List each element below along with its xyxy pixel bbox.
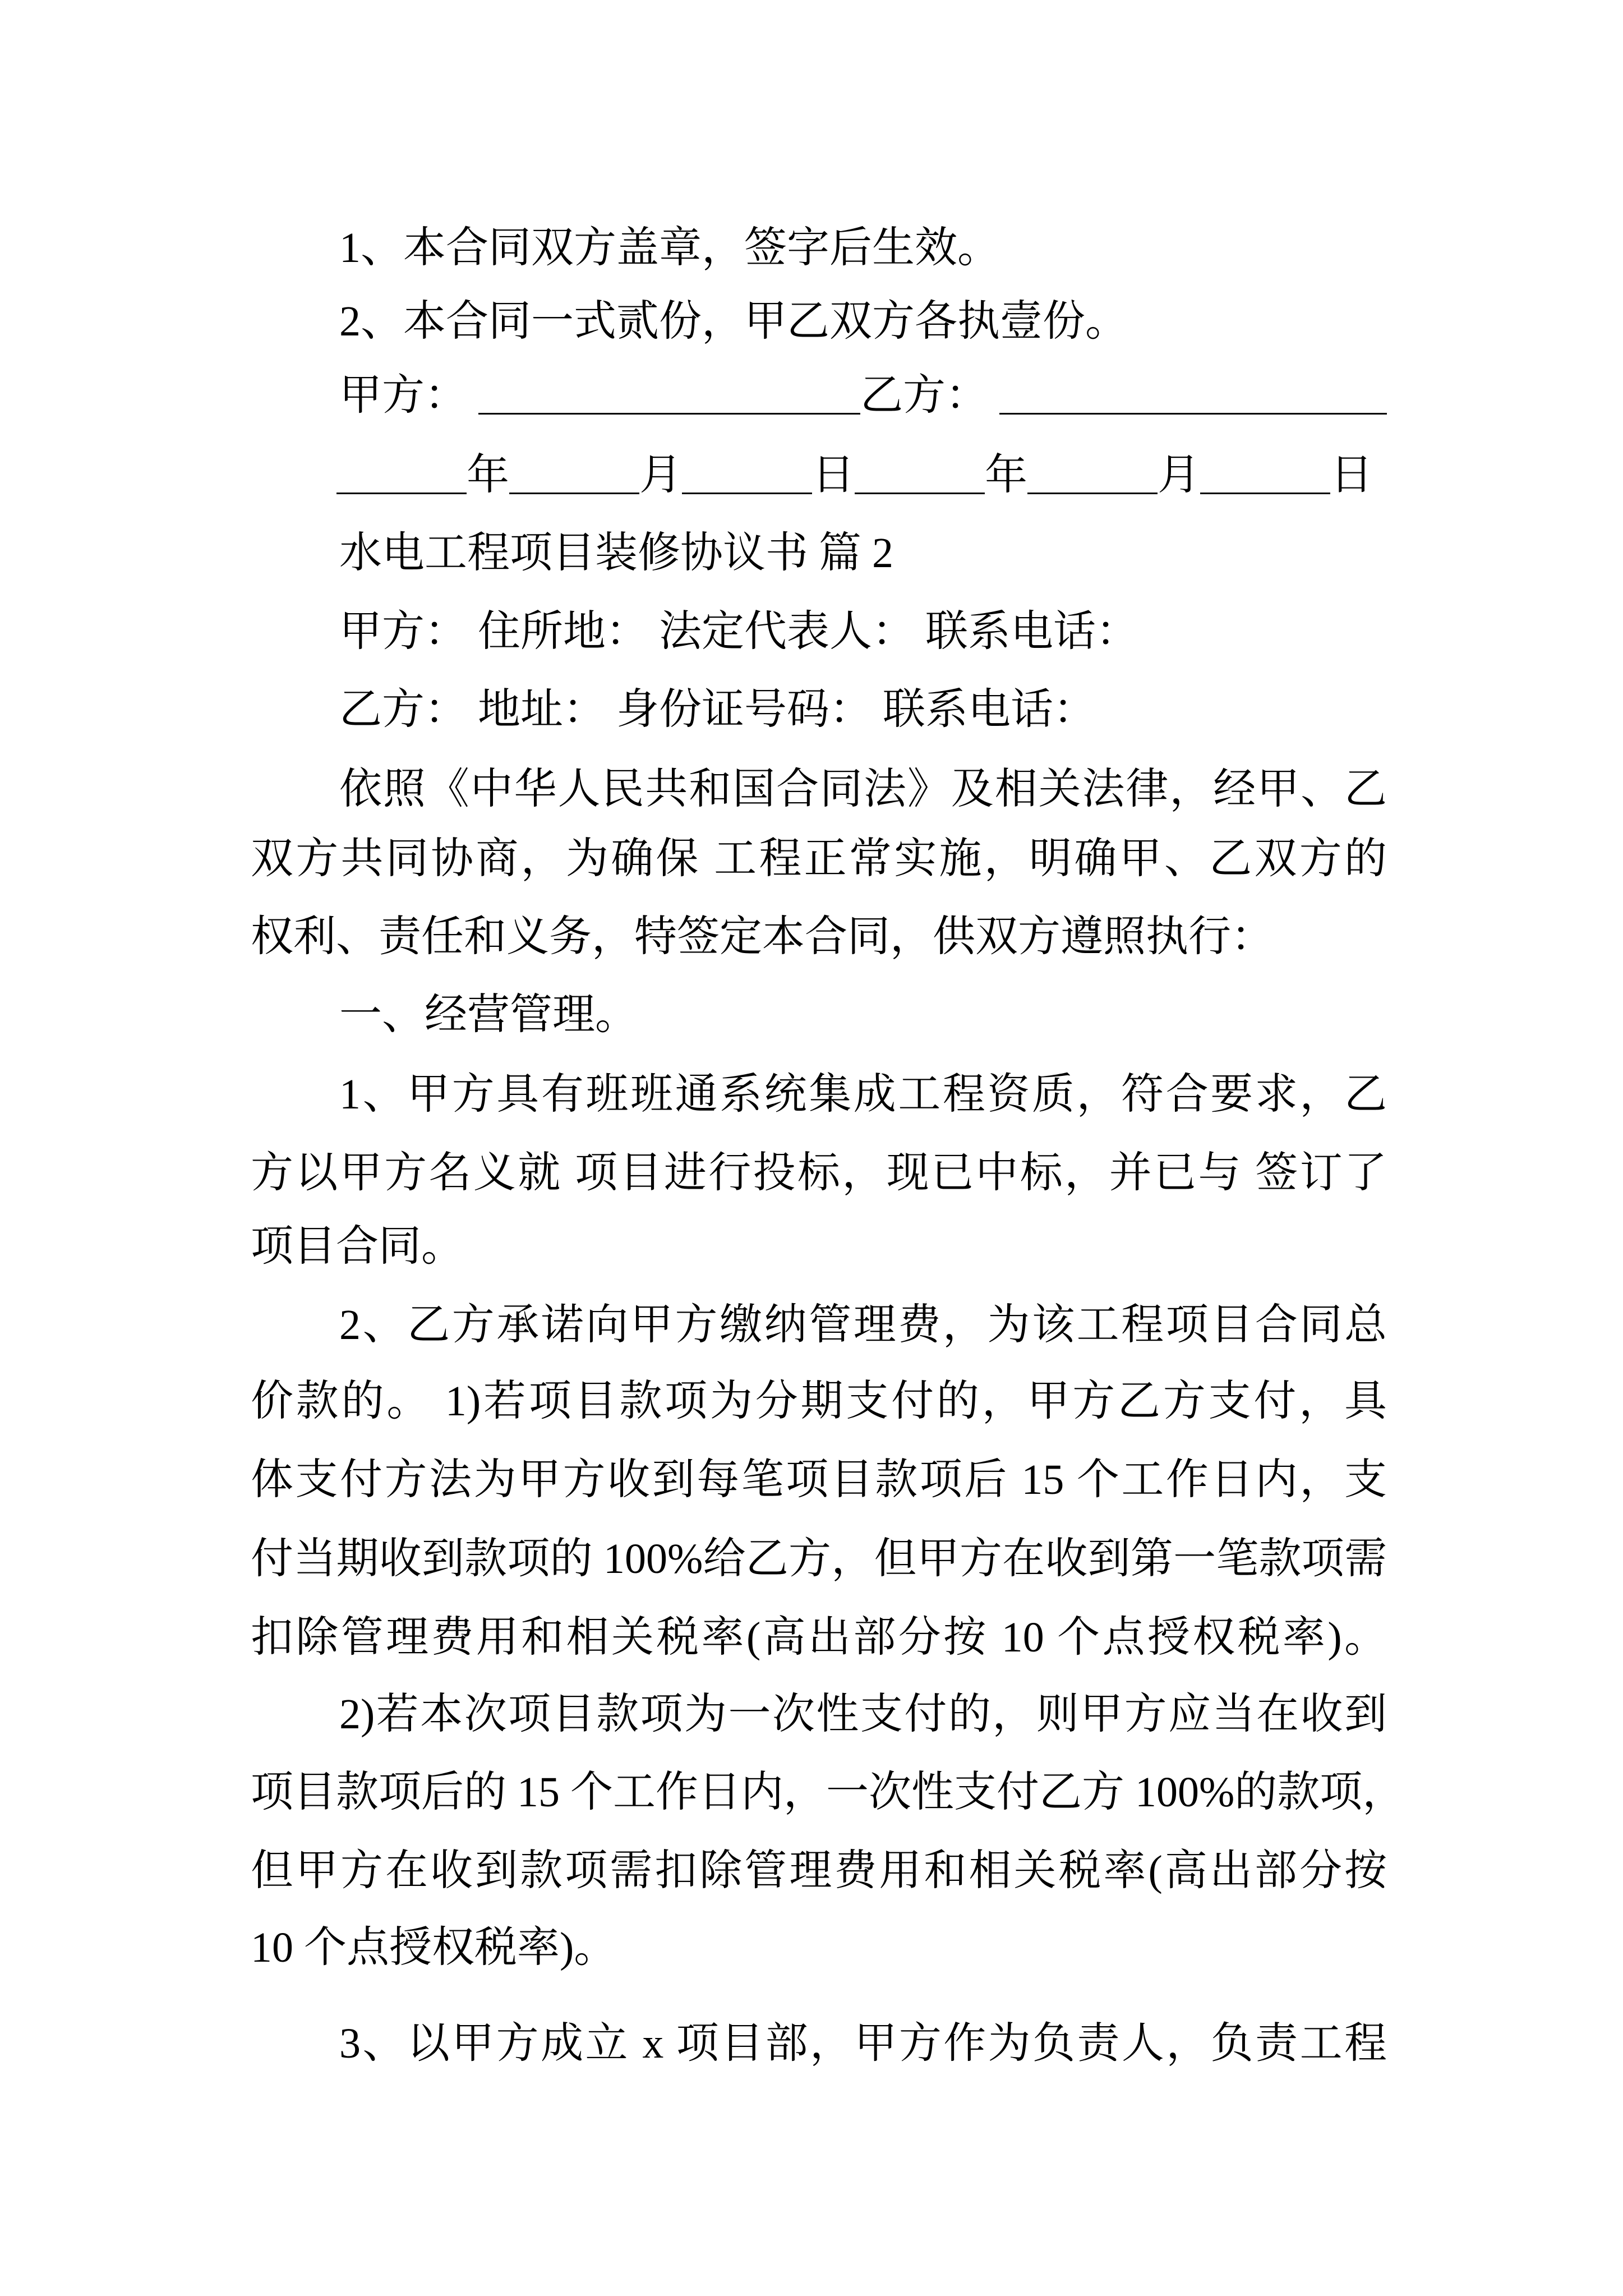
body-line: 2、乙方承诺向甲方缴纳管理费，为该工程项目合同总	[339, 1301, 1387, 1349]
body-line: 2)若本次项目款项为一次性支付的，则甲方应当在收到	[339, 1691, 1387, 1738]
year-label: 年	[985, 452, 1027, 499]
party-a-blank[interactable]	[478, 374, 860, 415]
day-blank-a[interactable]	[682, 453, 812, 494]
month-label: 月	[639, 452, 682, 499]
party-b-info: 乙方： 地址： 身份证号码： 联系电话：	[339, 686, 1096, 733]
body-line: 权利、责任和义务，特签定本合同，供双方遵照执行：	[251, 913, 1274, 960]
month-label: 月	[1158, 452, 1200, 499]
month-blank-b[interactable]	[1027, 453, 1158, 494]
year-blank-a[interactable]	[336, 453, 467, 494]
body-line: 但甲方在收到款项需扣除管理费用和相关税率(高出部分按	[251, 1847, 1387, 1894]
body-line: 项目合同。	[251, 1223, 464, 1270]
year-blank-b[interactable]	[855, 453, 985, 494]
body-line: 1、甲方具有班班通系统集成工程资质，符合要求，乙	[339, 1071, 1387, 1118]
body-line: 扣除管理费用和相关税率(高出部分按 10 个点授权税率)。	[251, 1614, 1387, 1661]
month-blank-a[interactable]	[509, 453, 639, 494]
day-blank-b[interactable]	[1200, 453, 1330, 494]
clause-2: 2、本合同一式贰份，甲乙双方各执壹份。	[339, 298, 1128, 345]
body-line: 项目款项后的 15 个工作日内，一次性支付乙方 100%的款项，	[251, 1769, 1405, 1816]
day-label: 日	[812, 452, 855, 499]
party-b-blank[interactable]	[999, 374, 1387, 415]
body-line: 依照《中华人民共和国合同法》及相关法律，经甲、乙	[339, 766, 1387, 813]
section-heading: 一、经营管理。	[339, 991, 638, 1038]
signature-line	[339, 356, 1387, 435]
body-line: 方以甲方名义就 项目进行投标，现已中标，并已与 签订了	[251, 1149, 1387, 1197]
body-line: 双方共同协商，为确保 工程正常实施，明确甲、乙双方的	[251, 835, 1387, 882]
body-line: 3、以甲方成立 x 项目部，甲方作为负责人，负责工程	[339, 2020, 1387, 2067]
section-title: 水电工程项目装修协议书 篇 2	[339, 530, 893, 577]
body-line: 付当期收到款项的 100%给乙方，但甲方在收到第一笔款项需	[251, 1535, 1387, 1582]
year-label: 年	[467, 452, 509, 499]
party-a-label: 甲方：	[339, 372, 467, 419]
body-line: 价款的。 1)若项目款项为分期支付的，甲方乙方支付，具	[251, 1378, 1387, 1425]
party-a-info: 甲方： 住所地： 法定代表人： 联系电话：	[339, 608, 1138, 655]
day-label: 日	[1330, 452, 1373, 499]
date-line	[336, 436, 1388, 514]
body-line: 10 个点授权税率)。	[251, 1924, 617, 1971]
party-b-label: 乙方：	[860, 372, 989, 419]
clause-1: 1、本合同双方盖章，签字后生效。	[339, 224, 1000, 272]
body-line: 体支付方法为甲方收到每笔项目款项后 15 个工作日内，支	[251, 1456, 1387, 1503]
